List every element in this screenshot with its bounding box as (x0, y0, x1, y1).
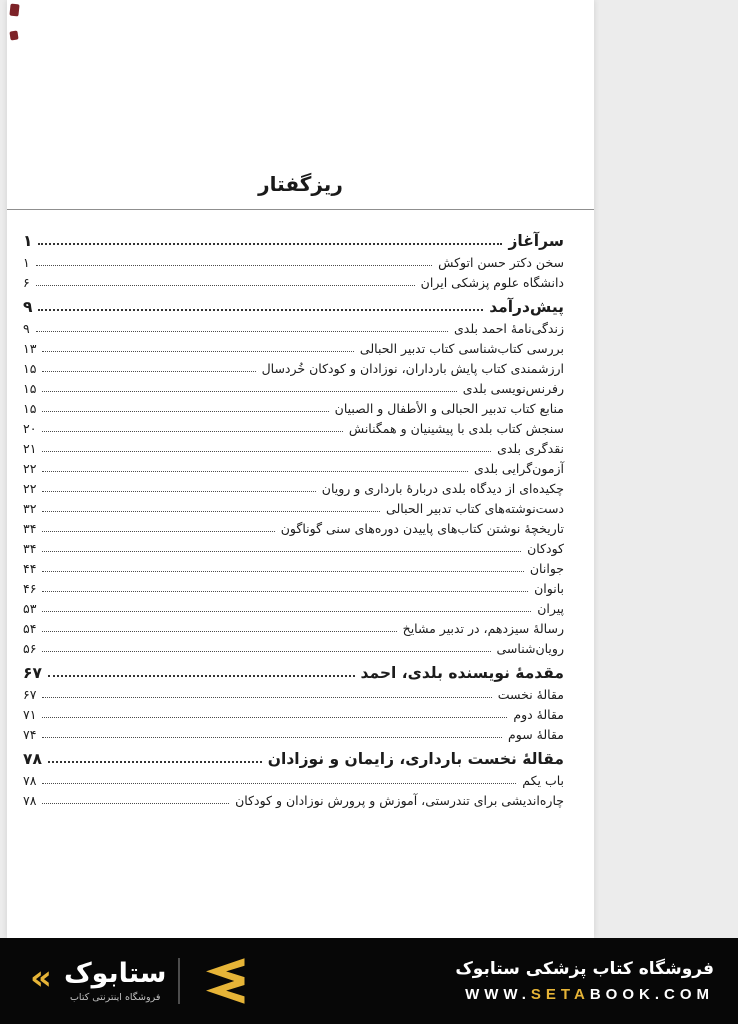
toc-entry-label: بررسی کتاب‌شناسی کتاب تدبیر الحبالی (359, 341, 564, 356)
toc-leader-dots (42, 371, 255, 372)
toc-row (23, 436, 564, 456)
toc-entry-label: رویان‌شناسی (496, 641, 564, 656)
toc-row (23, 742, 564, 768)
toc-row (23, 416, 564, 436)
brand-group (30, 956, 248, 1006)
table-of-contents (7, 210, 594, 808)
toc-row (23, 496, 564, 516)
toc-leader-dots (42, 737, 502, 738)
wordmark-block (64, 959, 166, 1003)
toc-row (23, 768, 564, 788)
toc-page-number: ۱۵ (23, 381, 37, 396)
toc-entry-label: مقالهٔ دوم (513, 707, 564, 722)
toc-leader-dots (36, 285, 415, 286)
toc-entry-label: دانشگاه علوم پزشکی ایران (420, 275, 564, 290)
toc-entry-label: زندگی‌نامهٔ احمد بلدی (453, 321, 564, 336)
store-wordmark-subtitle: فروشگاه اینترنتی کتاب (69, 991, 161, 1003)
toc-entry-label: تاریخچهٔ نوشتن کتاب‌های پاییدن دوره‌های سنی گوناگون (280, 521, 564, 536)
toc-leader-dots (42, 717, 507, 718)
toc-entry-label: منابع کتاب تدبیر الحبالی و الأطفال و الصبیان (334, 401, 564, 416)
toc-leader-dots (42, 491, 315, 492)
toc-leader-dots (42, 391, 456, 392)
url-rest: BOOK.COM (589, 986, 714, 1003)
toc-leader-dots (48, 761, 262, 763)
toc-row (23, 556, 564, 576)
toc-row (23, 682, 564, 702)
toc-entry-label: مقالهٔ نخست بارداری، زایمان و نوزادان (267, 750, 564, 768)
toc-leader-dots (48, 675, 355, 677)
scan-corner-mark (9, 30, 18, 40)
toc-row (23, 536, 564, 556)
toc-leader-dots (42, 697, 491, 698)
toc-row (23, 476, 564, 496)
toc-page-number: ۷۸ (23, 773, 37, 788)
toc-leader-dots (42, 783, 516, 784)
toc-row (23, 224, 564, 250)
toc-page-number: ۶ (23, 275, 30, 290)
toc-leader-dots (42, 471, 468, 472)
toc-page-number: ۵۶ (23, 641, 37, 656)
toc-page-number: ۴۴ (23, 561, 37, 576)
toc-row (23, 656, 564, 682)
toc-page-number: ۴۶ (23, 581, 37, 596)
toc-leader-dots (42, 511, 380, 512)
toc-page-number: ۱۳ (23, 341, 37, 356)
toc-entry-label: بانوان (534, 581, 564, 596)
toc-entry-label: پیران (537, 601, 564, 616)
brand-divider (178, 958, 180, 1004)
toc-row (23, 788, 564, 808)
toc-leader-dots (42, 411, 328, 412)
toc-entry-label: رسالهٔ سیزدهم، در تدبیر مشایخ (402, 621, 564, 636)
toc-leader-dots (42, 451, 491, 452)
toc-entry-label: مقدمهٔ نویسنده بلدی، احمد (360, 664, 564, 682)
toc-page-number: ۹ (23, 298, 33, 316)
toc-entry-label: نقدگری بلدی (497, 441, 564, 456)
toc-entry-label: سرآغاز (508, 232, 564, 250)
toc-page-number: ۶۷ (23, 687, 37, 702)
toc-entry-label: سنجش کتاب بلدی با پیشینیان و همگنانش (348, 421, 564, 436)
toc-entry-label: چاره‌اندیشی برای تندرستی، آموزش و پرورش نوزادان و کودکان (235, 793, 564, 808)
toc-page-number: ۱۵ (23, 361, 37, 376)
toc-leader-dots (42, 651, 490, 652)
book-page (7, 0, 594, 938)
toc-entry-label: ارزشمندی کتاب پایش بارداران، نوزادان و کودکان خُردسال (261, 361, 564, 376)
toc-page-number: ۷۱ (23, 707, 37, 722)
toc-leader-dots (36, 331, 448, 332)
toc-leader-dots (42, 531, 274, 532)
toc-page-number: ۱ (23, 255, 30, 270)
toc-row (23, 596, 564, 616)
store-footer-banner (0, 938, 738, 1024)
toc-row (23, 316, 564, 336)
toc-page-number: ۲۲ (23, 481, 37, 496)
toc-leader-dots (38, 309, 483, 311)
setabook-logo-icon (192, 956, 248, 1006)
toc-leader-dots (42, 803, 229, 804)
toc-leader-dots (42, 431, 342, 432)
toc-entry-label: رفرنس‌نویسی بلدی (462, 381, 564, 396)
toc-entry-label: جوانان (529, 561, 564, 576)
store-wordmark: ستابوک (63, 958, 167, 990)
scan-corner-mark (9, 4, 19, 17)
toc-leader-dots (42, 571, 523, 572)
toc-row (23, 250, 564, 270)
toc-entry-label: سخن دکتر حسن اتوکش (438, 255, 564, 270)
url-www: WWW. (465, 986, 531, 1003)
toc-leader-dots (42, 611, 531, 612)
toc-entry-label: مقالهٔ سوم (508, 727, 564, 742)
toc-page-number: ۳۴ (23, 521, 37, 536)
toc-page-number: ۵۴ (23, 621, 37, 636)
toc-row (23, 722, 564, 742)
toc-row (23, 356, 564, 376)
toc-entry-label: پیش‌درآمد (489, 298, 564, 316)
toc-row (23, 456, 564, 476)
toc-entry-label: دست‌نوشته‌های کتاب تدبیر الحبالی (386, 501, 564, 516)
toc-entry-label: کودکان (527, 541, 564, 556)
toc-entry-label: باب یکم (522, 773, 564, 788)
toc-row (23, 636, 564, 656)
toc-row (23, 336, 564, 356)
url-highlight: SETA (530, 986, 590, 1003)
toc-entry-label: مقالهٔ نخست (497, 687, 564, 702)
toc-row (23, 576, 564, 596)
toc-page-number: ۲۲ (23, 461, 37, 476)
toc-page-number: ۳۲ (23, 501, 37, 516)
toc-row (23, 516, 564, 536)
toc-page-number: ۲۱ (23, 441, 37, 456)
toc-leader-dots (36, 265, 432, 266)
toc-page-number: ۶۷ (23, 664, 42, 682)
toc-page-number: ۱ (23, 232, 33, 250)
toc-leader-dots (42, 551, 521, 552)
store-url (455, 986, 714, 1003)
toc-leader-dots (38, 243, 502, 245)
toc-page-number: ۹ (23, 321, 30, 336)
page-title: ریزگفتار (258, 172, 343, 196)
toc-row (23, 396, 564, 416)
toc-entry-label: چکیده‌ای از دیدگاه بلدی دربارهٔ بارداری و رویان (321, 481, 564, 496)
toc-leader-dots (42, 591, 528, 592)
toc-row (23, 290, 564, 316)
toc-page-number: ۷۸ (23, 750, 42, 768)
toc-page-number: ۷۴ (23, 727, 37, 742)
toc-page-number: ۵۳ (23, 601, 37, 616)
toc-entry-label: آزمون‌گرایی بلدی (474, 461, 564, 476)
store-text-group (455, 959, 714, 1003)
store-tagline: فروشگاه کتاب پزشکی ستابوک (455, 959, 714, 979)
toc-row (23, 376, 564, 396)
toc-page-number: ۱۵ (23, 401, 37, 416)
toc-page-number: ۷۸ (23, 793, 37, 808)
toc-page-number: ۲۰ (23, 421, 37, 436)
toc-row (23, 702, 564, 722)
toc-leader-dots (42, 351, 353, 352)
toc-row (23, 270, 564, 290)
toc-row (23, 616, 564, 636)
toc-page-number: ۳۴ (23, 541, 37, 556)
toc-leader-dots (42, 631, 396, 632)
double-chevron-icon: « (30, 958, 52, 998)
